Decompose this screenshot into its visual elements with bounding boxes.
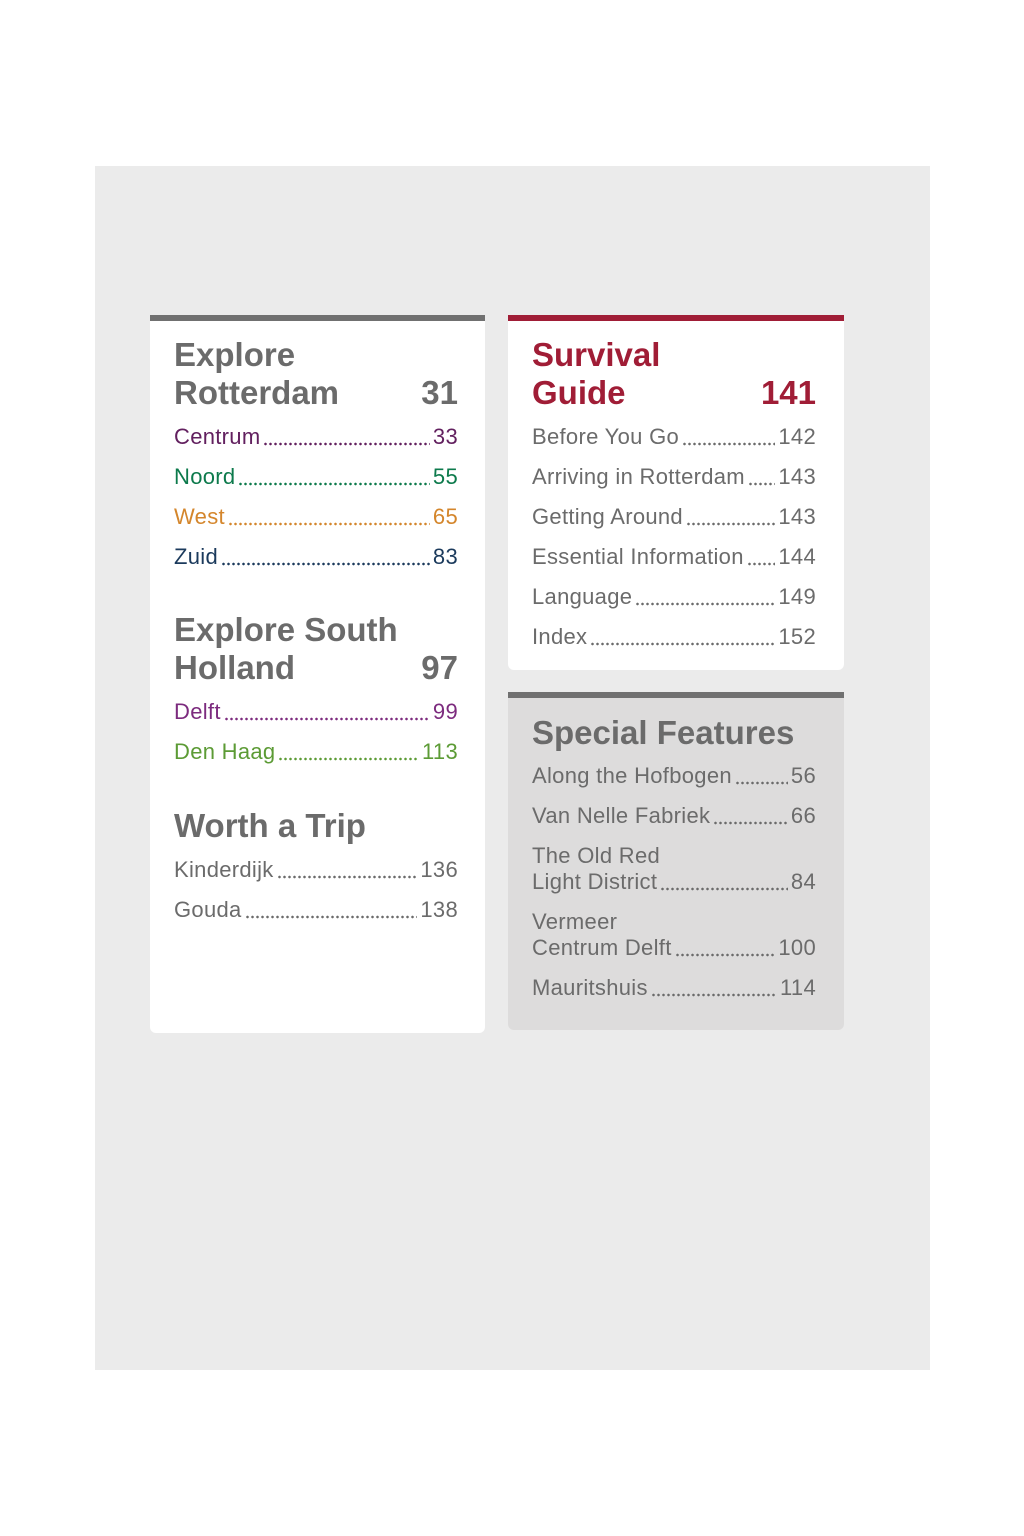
entry-page-number: 65 [432,504,458,529]
section-title-row [174,374,458,412]
entry-label: Getting Around [532,504,683,529]
section-title-line1: Survival [532,336,661,373]
dot-leader [224,699,430,725]
entry-page-number: 149 [778,584,816,609]
entry-page-number: 100 [778,935,816,960]
dot-leader [278,739,419,765]
section-title-line2: Rotterdam [174,374,340,411]
toc-entry-vermeer-centrum-delft[interactable] [532,902,816,968]
toc-entry-kinderdijk[interactable] [174,850,458,890]
dot-leader [590,624,775,650]
dot-leader [747,544,776,570]
toc-entry-language[interactable] [532,577,816,617]
section-page-number: 31 [421,374,458,411]
entry-page-number: 99 [432,699,458,724]
dot-leader [238,464,430,490]
entry-page-number: 114 [780,975,816,1000]
dot-leader [221,544,430,570]
toc-entry-mauritshuis[interactable] [532,968,816,1008]
toc-entry-noord[interactable] [174,457,458,497]
entry-page-number: 136 [420,857,458,882]
dot-leader [651,975,777,1001]
toc-entry-gouda[interactable] [174,890,458,930]
entry-page-number: 143 [778,504,816,529]
entry-label: West [174,504,225,529]
toc-entry-zuid[interactable] [174,537,458,577]
toc-list [532,417,816,657]
section-title-row [174,649,458,687]
survival-guide-card [508,315,844,670]
dot-leader [713,803,788,829]
entry-page-number: 66 [790,803,816,828]
entry-label: Van Nelle Fabriek [532,803,711,828]
entry-label: Gouda [174,897,242,922]
toc-entry-along-the-hofbogen[interactable] [532,756,816,796]
entry-page-number: 55 [432,464,458,489]
entry-label: Delft [174,699,221,724]
entry-page-number: 56 [790,763,816,788]
entry-label: Before You Go [532,424,680,449]
toc-entry-centrum[interactable] [174,417,458,457]
section-explore-rotterdam [174,336,458,577]
toc-entry-essential-information[interactable] [532,537,816,577]
toc-entry-before-you-go[interactable] [532,417,816,457]
entry-label: Noord [174,464,236,489]
entry-page-number: 142 [778,424,816,449]
toc-entry-delft[interactable] [174,692,458,732]
section-title-line1: Explore [174,336,296,373]
dot-leader [682,424,775,450]
entry-label: Essential Information [532,544,744,569]
section-title-line2: Holland [174,649,295,686]
dot-leader [686,504,775,530]
entry-label: Centrum Delft [532,935,672,960]
entry-label: Along the Hofbogen [532,763,732,788]
entry-page-number: 84 [790,869,816,894]
entry-label: Centrum [174,424,261,449]
entry-page-number: 113 [422,739,458,764]
entry-label: Kinderdijk [174,857,274,882]
entry-label: Language [532,584,633,609]
dot-leader [228,504,430,530]
toc-entry-the-old-red-light-district[interactable] [532,836,816,902]
section-worth-a-trip [174,807,458,930]
explore-card [150,315,485,1033]
dot-leader [277,857,418,883]
entry-label: Den Haag [174,739,276,764]
section-title: Worth a Trip [174,807,366,844]
toc-list [174,850,458,930]
entry-label: Mauritshuis [532,975,648,1000]
toc-entry-arriving-in-rotterdam[interactable] [532,457,816,497]
section-title-row [532,374,816,412]
toc-list [174,692,458,772]
entry-label: Zuid [174,544,218,569]
entry-label-line1: Vermeer [532,909,618,934]
toc-entry-index[interactable] [532,617,816,657]
section-explore-south-holland [174,611,458,772]
dot-leader [660,869,788,895]
toc-entry-getting-around[interactable] [532,497,816,537]
dot-leader [263,424,429,450]
section-page-number: 97 [421,649,458,686]
toc-list [532,756,816,1008]
toc-entry-den-haag[interactable] [174,732,458,772]
section-title-line2: Guide [532,374,626,411]
toc-entry-van-nelle-fabriek[interactable] [532,796,816,836]
entry-label: Light District [532,869,658,894]
dot-leader [748,464,775,490]
dot-leader [675,935,776,961]
entry-label: Arriving in Rotterdam [532,464,745,489]
entry-page-number: 143 [778,464,816,489]
entry-label-line1: The Old Red [532,843,661,868]
entry-page-number: 83 [432,544,458,569]
section-page-number: 141 [760,374,816,411]
entry-page-number: 152 [778,624,816,649]
survival-guide-heading [532,336,816,412]
entry-page-number: 138 [420,897,458,922]
entry-page-number: 144 [778,544,816,569]
toc-entry-west[interactable] [174,497,458,537]
dot-leader [735,763,788,789]
entry-label: Index [532,624,588,649]
dot-leader [635,584,775,610]
special-features-card [508,692,844,1030]
entry-page-number: 33 [432,424,458,449]
section-title-line1: Explore South [174,611,398,648]
dot-leader [245,897,418,923]
section-title: Special Features [532,714,795,751]
toc-list [174,417,458,577]
